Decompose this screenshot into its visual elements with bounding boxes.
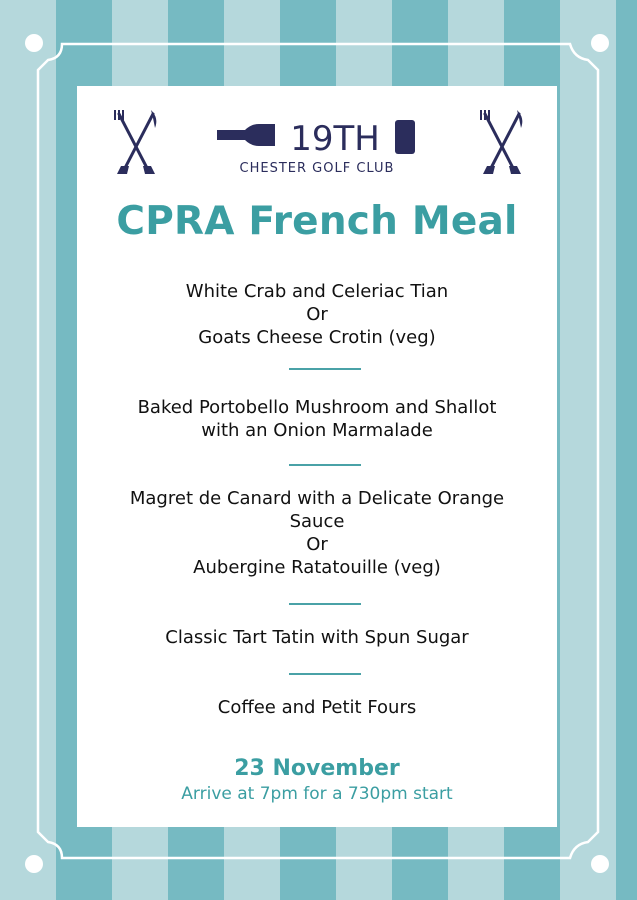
course-line: Baked Portobello Mushroom and Shallot bbox=[137, 397, 497, 418]
course-dessert bbox=[77, 626, 557, 649]
menu-title: CPRA French Meal bbox=[116, 199, 518, 244]
crossed-golf-clubs-icon bbox=[109, 108, 161, 180]
course-line: Aubergine Ratatouille (veg) bbox=[193, 557, 441, 578]
section-divider bbox=[289, 368, 361, 370]
course-starter bbox=[77, 280, 557, 349]
logo-subtitle: CHESTER GOLF CLUB bbox=[239, 161, 395, 176]
corner-dot-bottom-left bbox=[25, 855, 43, 873]
course-line: White Crab and Celeriac Tian bbox=[185, 281, 449, 302]
club-logo bbox=[217, 116, 417, 176]
section-divider bbox=[289, 673, 361, 675]
course-second bbox=[77, 396, 557, 442]
course-main bbox=[77, 487, 557, 579]
crossed-golf-clubs-icon bbox=[475, 108, 527, 180]
logo-number: 19TH bbox=[290, 119, 380, 159]
course-line: Or bbox=[306, 534, 328, 555]
course-coffee bbox=[77, 696, 557, 719]
corner-dot-top-left bbox=[25, 34, 43, 52]
section-divider bbox=[289, 603, 361, 605]
course-line: Coffee and Petit Fours bbox=[217, 697, 417, 718]
menu-card bbox=[77, 86, 557, 827]
course-line: with an Onion Marmalade bbox=[201, 420, 433, 441]
course-line: Or bbox=[306, 304, 328, 325]
course-line: Goats Cheese Crotin (veg) bbox=[198, 327, 436, 348]
section-divider bbox=[289, 464, 361, 466]
course-line: Magret de Canard with a Delicate Orange bbox=[129, 488, 505, 509]
corner-dot-bottom-right bbox=[591, 855, 609, 873]
event-date: 23 November bbox=[234, 756, 400, 781]
course-line: Classic Tart Tatin with Spun Sugar bbox=[165, 627, 469, 648]
corner-dot-top-right bbox=[591, 34, 609, 52]
course-line: Sauce bbox=[289, 511, 345, 532]
arrival-time: Arrive at 7pm for a 730pm start bbox=[181, 784, 453, 804]
